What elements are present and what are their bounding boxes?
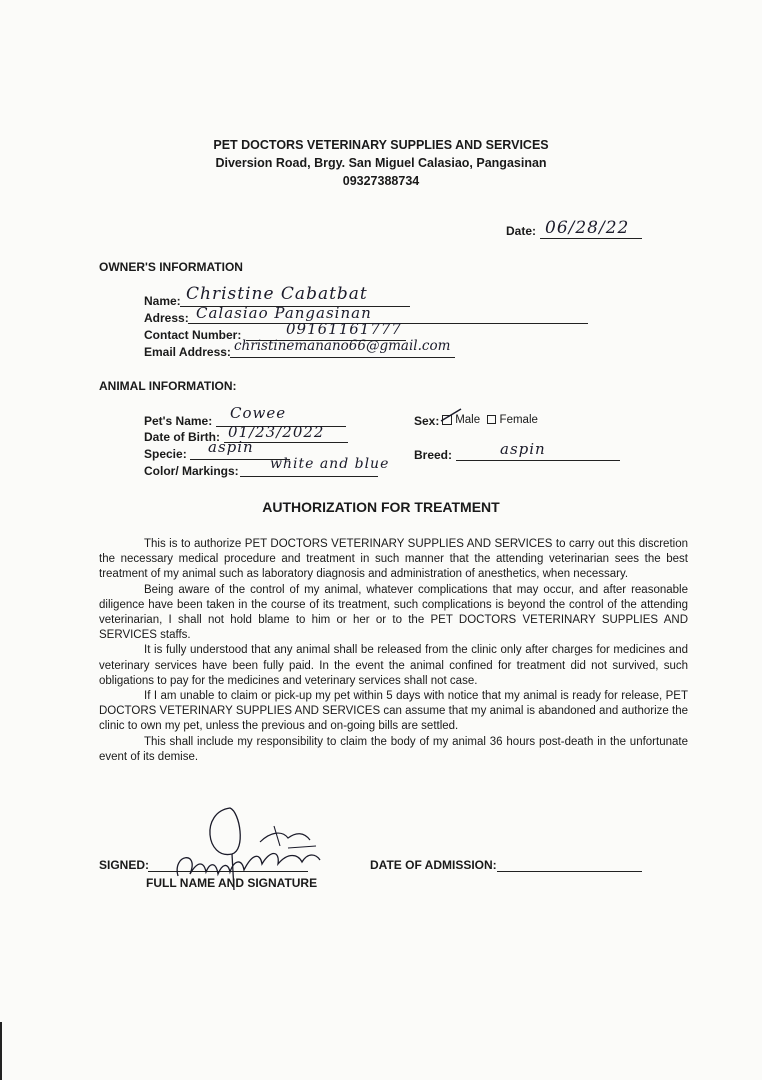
owner-heading: OWNER'S INFORMATION [99,260,243,274]
owner-contact-label: Contact Number: [144,328,242,342]
authorization-body [99,537,688,765]
scan-edge-mark [0,1022,2,1080]
breed-label: Breed: [414,448,453,462]
breed-value: aspin [500,440,546,458]
owner-name-value: Christine Cabatbat [186,284,368,304]
full-name-signature-label: FULL NAME AND SIGNATURE [146,876,318,890]
pet-name-label: Pet's Name: [144,414,213,428]
specie-label: Specie: [144,447,187,461]
owner-address-value: Calasiao Pangasinan [196,304,372,322]
color-label: Color/ Markings: [144,464,239,478]
signed-label: SIGNED: [99,858,150,872]
dob-value: 01/23/2022 [228,423,325,441]
owner-email-line [230,357,455,358]
breed-line [456,460,620,461]
dob-label: Date of Birth: [144,430,220,444]
sex-label: Sex: [414,414,440,428]
pet-name-value: Cowee [230,404,287,422]
male-checkbox[interactable] [442,415,452,425]
sex-female-label: Female [499,414,538,426]
authorization-title: AUTHORIZATION FOR TREATMENT [262,499,500,515]
owner-email-value: christinemanano66@gmail.com [234,338,451,354]
check-mark-icon [440,408,462,422]
date-value: 06/28/22 [545,218,630,238]
company-phone: 09327388734 [342,174,420,188]
authorization-paragraph: It is fully understood that any animal shall be released from the clinic only after charges for medicines and veterinary services have been fully paid. In the event the animal confined for treatment did not survived, such obligations to pay for the medicines and veterinary services shall not case. [99,644,688,687]
date-admission-label: DATE OF ADMISSION: [370,858,497,872]
color-value: white and blue [270,456,390,472]
owner-address-label: Adress: [144,311,189,325]
authorization-paragraph: This is to authorize PET DOCTORS VETERINARY SUPPLIES AND SERVICES to carry out this discretion the necessary medical procedure and treatment in such manner that the attending veterinarian sees the best treatment of my animal such as laboratory diagnosis and administration of anesthetics, when necessary. [99,538,688,581]
company-address: Diversion Road, Brgy. San Miguel Calasiao, Pangasinan [215,156,547,170]
color-line [240,476,378,477]
owner-contact-value: 09161161777 [286,320,402,338]
female-checkbox[interactable] [487,415,496,424]
date-label: Date: [506,224,537,238]
owner-name-label: Name: [144,294,181,308]
animal-heading: ANIMAL INFORMATION: [99,379,237,393]
authorization-paragraph: If I am unable to claim or pick-up my pet within 5 days with notice that my animal is ready for release, PET DOCTORS VETERINARY SUPPLIES AND SERVICES can assume that my animal is abandoned and authorize the clinic to own my pet, unless the previous and on-going bills are settled. [99,690,688,733]
owner-email-label: Email Address: [144,345,231,359]
specie-value: aspin [208,438,254,456]
company-name: PET DOCTORS VETERINARY SUPPLIES AND SERVICES [213,138,549,152]
authorization-paragraph: Being aware of the control of my animal, whatever complications that may occur, and after reasonable diligence have been taken in the course of its treatment, such complications is beyond the control of the attending veterinarian, I shall not hold blame to him or her or to the PET DOCTORS VETERINARY SUPPLIES AND SERVICES staffs. [99,583,688,642]
sex-male-label: Male [455,414,481,426]
authorization-paragraph: This shall include my responsibility to claim the body of my animal 36 hours post-death in the unfortunate event of its demise. [99,735,688,763]
sex-options [442,414,538,426]
date-line [540,238,642,239]
date-admission-line [497,871,642,872]
